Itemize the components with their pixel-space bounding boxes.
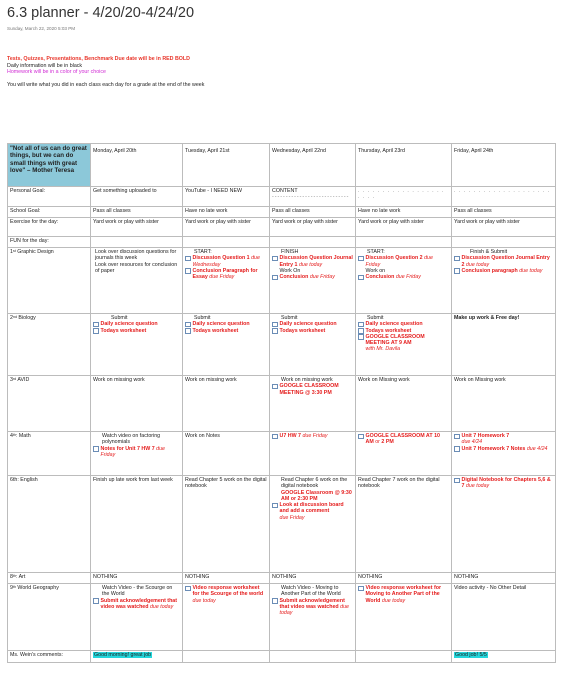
task-item[interactable]	[185, 255, 267, 268]
checkbox[interactable]	[358, 328, 364, 334]
comment-highlight: Good morning! great job	[94, 652, 152, 658]
checkbox[interactable]	[272, 503, 278, 509]
row-label	[8, 376, 91, 432]
checkbox[interactable]	[272, 275, 278, 281]
checkbox[interactable]	[93, 328, 99, 334]
day-header-wed: Wednesday, April 22nd	[270, 144, 356, 187]
task-text: Daily science question	[192, 321, 250, 328]
cell-text: Read Chapter 6 work on the digital notebook	[281, 477, 348, 490]
cell-heading: Submit	[367, 315, 384, 321]
task-due: due today	[297, 261, 323, 268]
cell-heading: FINISH	[281, 249, 299, 255]
period-number: 4	[10, 433, 13, 439]
cell-fri[interactable]: Work on Missing work	[452, 376, 556, 432]
checkbox[interactable]	[454, 256, 460, 262]
task-item[interactable]	[454, 433, 553, 446]
task-due: due Friday	[301, 433, 328, 439]
checkbox[interactable]	[272, 598, 278, 604]
day-header-thu: Thursday, April 23rd	[356, 144, 452, 187]
row-label	[8, 584, 91, 651]
cell-tue[interactable]: YouTube - I NEED NEW	[183, 187, 270, 207]
notes-instructions: You will write what you did in each class each day for a grade at the end of the week	[7, 81, 205, 88]
cell-mon[interactable]: Get something uploaded to	[91, 187, 183, 207]
row-label	[8, 573, 91, 584]
period-number: 9	[10, 585, 13, 591]
comment-highlight: Good job! 5/5	[455, 652, 487, 658]
task-text: Daily science question	[279, 321, 337, 328]
task-item[interactable]	[272, 274, 353, 280]
day-header-mon: Monday, April 20th	[91, 144, 183, 187]
planner-table	[7, 143, 556, 663]
dash-line: . . . . . . . . . . . . . . . . . . . . . .	[358, 188, 445, 201]
cell-thu[interactable]	[356, 314, 452, 376]
cell-wed[interactable]	[270, 476, 356, 573]
task-due: due today	[148, 603, 174, 610]
task-due: due today	[517, 267, 543, 274]
task-item[interactable]	[454, 446, 553, 452]
task-text: U7 HW 7	[279, 433, 301, 439]
checkbox[interactable]	[93, 598, 99, 604]
day-header-fri: Friday, April 24th	[452, 144, 556, 187]
cell-fri[interactable]	[452, 651, 556, 663]
task-item[interactable]	[272, 433, 353, 439]
cell-mon[interactable]	[91, 432, 183, 476]
task-text: GOOGLE CLASSROOM MEETING AT 9 AM	[365, 333, 425, 347]
task-text: Conclusion	[365, 274, 395, 281]
row-label	[8, 248, 91, 314]
cell-fri[interactable]: Pass all classes	[452, 207, 556, 218]
task-due: due 4/24	[525, 445, 548, 452]
exercise-row	[8, 218, 556, 237]
task-text: GOOGLE CLASSROOM MEETING @ 3:30 PM	[279, 383, 339, 396]
task-item[interactable]	[454, 268, 553, 274]
period-suffix: th	[12, 433, 16, 437]
task-item[interactable]	[358, 585, 449, 604]
period-suffix: th	[12, 585, 16, 589]
cell-thu[interactable]: NOTHING	[356, 573, 452, 584]
google-meeting-text: GOOGLE Classroom @ 9:30 AM or 2:30 PM	[281, 489, 352, 502]
task-text: Video response worksheet for Moving to Another Part of the World	[365, 585, 442, 604]
cell-tue[interactable]	[183, 314, 270, 376]
task-text: Unit 7 Homework 7	[461, 433, 510, 439]
cell-thu[interactable]	[356, 584, 452, 651]
task-item[interactable]	[358, 334, 449, 353]
task-item[interactable]	[272, 255, 353, 274]
task-text: Discussion Question 2	[365, 255, 423, 262]
checkbox[interactable]	[454, 434, 460, 440]
cell-wed[interactable]	[270, 376, 356, 432]
row-label: 6th: English	[8, 476, 91, 573]
cell-thu[interactable]	[356, 651, 452, 663]
class-name: : Art	[15, 574, 26, 580]
task-item[interactable]	[185, 328, 267, 334]
cell-mon[interactable]: Yard work or play with sister	[91, 218, 183, 237]
checkbox[interactable]	[454, 268, 460, 274]
cell-mon[interactable]: Finish up late work from last week	[91, 476, 183, 573]
class-name: AVID	[16, 377, 30, 383]
checkbox[interactable]	[272, 384, 278, 390]
task-or: or	[373, 439, 382, 446]
cell-text: Make up work & Free day!	[454, 315, 520, 321]
row-label: FUN for the day:	[8, 237, 91, 248]
task-due: due Wednesday	[192, 255, 260, 268]
cell-tue[interactable]	[183, 651, 270, 663]
school-goal-row	[8, 207, 556, 218]
cell-fri[interactable]	[452, 248, 556, 314]
cell-wed[interactable]	[270, 584, 356, 651]
task-due: due today	[464, 261, 490, 268]
avid-row	[8, 376, 556, 432]
cell-thu[interactable]	[356, 248, 452, 314]
task-text: Conclusion	[279, 274, 309, 281]
task-text: Look at discussion board and add a comment	[279, 502, 344, 515]
task-due: due Friday	[394, 274, 421, 281]
class-name: : Math	[15, 433, 31, 439]
cell-fri[interactable]	[452, 237, 556, 248]
checkbox[interactable]	[358, 334, 364, 340]
task-due: due today	[279, 603, 349, 617]
notes-block	[7, 56, 222, 88]
period-suffix: th	[12, 574, 16, 578]
period-number: 1	[10, 249, 13, 255]
period-suffix: st	[12, 249, 16, 253]
task-note: with Mr. Davila	[365, 346, 401, 353]
period-number: 8	[10, 574, 13, 580]
task-item[interactable]	[454, 255, 553, 268]
period-suffix: nd	[12, 315, 17, 319]
biology-row	[8, 314, 556, 376]
cell-fri[interactable]: Video activity - No Other Detail	[452, 584, 556, 651]
math-row	[8, 432, 556, 476]
cell-thu[interactable]: Yard work or play with sister	[356, 218, 452, 237]
checkbox[interactable]	[93, 446, 99, 452]
dash-line: ----------------------------	[272, 194, 350, 201]
checkbox[interactable]	[93, 322, 99, 328]
period-suffix: rd	[12, 377, 17, 381]
task-item[interactable]	[454, 477, 553, 490]
day-header-tue: Tuesday, April 21st	[183, 144, 270, 187]
cell-wed[interactable]	[270, 237, 356, 248]
task-text: Submit acknowledgement that video was watched	[279, 597, 345, 610]
checkbox[interactable]	[358, 434, 364, 440]
task-due: due Friday	[279, 514, 305, 521]
cell-mon[interactable]: Pass all classes	[91, 207, 183, 218]
task-text: Daily science question	[365, 321, 423, 328]
art-row	[8, 573, 556, 584]
cell-heading: Submit	[194, 315, 211, 321]
cell-wed[interactable]	[270, 432, 356, 476]
fun-row	[8, 237, 556, 248]
cell-thu[interactable]: Work on Missing work	[356, 376, 452, 432]
task-item[interactable]	[93, 446, 180, 459]
checkbox[interactable]	[185, 256, 191, 262]
class-name: World Geography	[15, 585, 59, 591]
cell-fri[interactable]	[452, 476, 556, 573]
checkbox[interactable]	[454, 446, 460, 452]
cell-thu[interactable]	[356, 237, 452, 248]
cell-fri[interactable]	[452, 187, 556, 207]
english-row	[8, 476, 556, 573]
task-due: due 4/24	[461, 439, 483, 446]
task-text: Daily science question	[100, 321, 158, 328]
row-label	[8, 314, 91, 376]
quote-cell: "Not all of us can do great things, but we can do small things with great love" – Mother Teresa	[8, 144, 91, 187]
cell-text: Watch video on factoring polynomials	[102, 433, 161, 446]
cell-tue[interactable]	[183, 248, 270, 314]
task-text: Todays worksheet	[100, 327, 147, 334]
cell-fri[interactable]	[452, 432, 556, 476]
period-number: 3	[10, 377, 13, 383]
checkbox[interactable]	[185, 586, 191, 592]
checkbox[interactable]	[358, 322, 364, 328]
cell-mon[interactable]: NOTHING	[91, 573, 183, 584]
task-item[interactable]	[358, 433, 449, 446]
task-item[interactable]	[358, 255, 449, 274]
cell-tue[interactable]: NOTHING	[183, 573, 270, 584]
checkbox[interactable]	[185, 322, 191, 328]
notes-homework-line: Homework will be in a color of your choice	[7, 69, 106, 76]
cell-tue[interactable]: Work on missing work	[183, 376, 270, 432]
task-due: due Friday	[365, 255, 433, 268]
cell-heading: START:	[194, 249, 212, 255]
cell-fri[interactable]: Yard work or play with sister	[452, 218, 556, 237]
task-item[interactable]	[93, 328, 180, 334]
cell-heading: Submit	[111, 315, 128, 321]
cell-text: Watch Video - the Scourge on the World	[102, 585, 173, 598]
cell-wed[interactable]	[270, 248, 356, 314]
task-text: Discussion Question Journal Entry 1	[279, 255, 353, 268]
cell-wed[interactable]: NOTHING	[270, 573, 356, 584]
cell-text: Watch Video - Moving to Another Part of the World	[281, 585, 341, 598]
class-name: Biology	[16, 315, 36, 321]
cell-mon[interactable]	[91, 237, 183, 248]
cell-text: Work on missing work	[281, 377, 333, 383]
row-label: School Goal:	[8, 207, 91, 218]
task-due: due today	[192, 597, 216, 604]
page-date: Sunday, March 22, 2020 5:03 PM	[7, 26, 76, 31]
cell-wed[interactable]	[270, 314, 356, 376]
checkbox[interactable]	[454, 478, 460, 484]
task-due: due today	[380, 597, 406, 604]
work-on-text: Work on	[365, 267, 386, 274]
work-on-text: Work On	[279, 267, 301, 274]
row-label	[8, 432, 91, 476]
checkbox[interactable]	[358, 256, 364, 262]
page-title: 6.3 planner - 4/20/20-4/24/20	[7, 5, 195, 21]
cell-thu[interactable]: Read Chapter 7 work on the digital notebook	[356, 476, 452, 573]
checkbox[interactable]	[358, 275, 364, 281]
cell-mon[interactable]	[91, 651, 183, 663]
checkbox[interactable]	[272, 322, 278, 328]
task-text: Notes for Unit 7 HW 7	[100, 445, 155, 452]
task-text: Unit 7 Homework 7 Notes	[461, 445, 526, 452]
cell-wed[interactable]: Yard work or play with sister	[270, 218, 356, 237]
row-label: Personal Goal:	[8, 187, 91, 207]
cell-tue[interactable]: Work on Notes	[183, 432, 270, 476]
cell-thu[interactable]	[356, 187, 452, 207]
task-item[interactable]	[358, 274, 449, 280]
period-number: 2	[10, 315, 13, 321]
cell-thu[interactable]	[356, 432, 452, 476]
task-text: Todays worksheet	[365, 327, 412, 334]
notes-red-line: Tests, Quizzes, Presentations, Benchmark Due date will be in RED BOLD	[7, 56, 190, 62]
task-text: Submit acknowledgement that video was watched	[100, 597, 178, 610]
row-label: Exercise for the day:	[8, 218, 91, 237]
task-item[interactable]	[272, 502, 353, 521]
cell-tue[interactable]	[183, 237, 270, 248]
task-text-alt: 2 PM	[381, 439, 394, 446]
task-text: Video response worksheet for the Scourge of the world	[192, 585, 264, 598]
task-text: Discussion Question 1	[192, 255, 250, 262]
checkbox[interactable]	[185, 328, 191, 334]
task-text: Discussion Question Journal Entry 2	[461, 255, 550, 268]
task-due: due Friday	[308, 274, 335, 281]
task-item[interactable]	[272, 598, 353, 617]
cell-tue[interactable]: Have no late work	[183, 207, 270, 218]
geography-row	[8, 584, 556, 651]
checkbox[interactable]	[272, 328, 278, 334]
cell-tue[interactable]: Yard work or play with sister	[183, 218, 270, 237]
cell-mon[interactable]: Work on missing work	[91, 376, 183, 432]
task-due: due today	[464, 483, 490, 490]
graphic-design-row	[8, 248, 556, 314]
task-text: Todays worksheet	[279, 327, 326, 334]
task-item[interactable]	[272, 328, 353, 334]
checkbox[interactable]	[185, 268, 191, 274]
task-text: Digital Notebook for Chapters 5,6 & 7	[461, 477, 551, 490]
cell-mon[interactable]	[91, 584, 183, 651]
checkbox[interactable]	[272, 256, 278, 262]
dash-line: . . . . . . . . . . . . . . . . . . . .	[454, 188, 551, 194]
comments-row	[8, 651, 556, 663]
cell-heading: START:	[367, 249, 385, 255]
header-row	[8, 144, 556, 187]
cell-heading: Finish & Submit	[470, 249, 508, 255]
task-due: due Friday	[100, 445, 165, 458]
task-item[interactable]	[272, 383, 353, 396]
cell-wed[interactable]	[270, 651, 356, 663]
task-text: Todays worksheet	[192, 327, 239, 334]
class-name: Graphic Design	[15, 249, 54, 255]
task-text: GOOGLE CLASSROOM AT 10 AM	[365, 433, 440, 446]
task-item[interactable]	[185, 585, 267, 604]
cell-tue[interactable]: Read Chapter 5 work on the digital notebook	[183, 476, 270, 573]
cell-text: CONTENT	[272, 188, 298, 194]
task-due: due Friday	[207, 274, 235, 281]
cell-fri[interactable]: NOTHING	[452, 573, 556, 584]
task-item[interactable]	[93, 598, 180, 611]
cell-wed[interactable]: Pass all classes	[270, 207, 356, 218]
task-text: Conclusion Paragraph for Essay	[192, 267, 258, 281]
cell-thu[interactable]: Have no late work	[356, 207, 452, 218]
cell-mon[interactable]	[91, 314, 183, 376]
cell-wed[interactable]	[270, 187, 356, 207]
task-item[interactable]	[185, 268, 267, 281]
checkbox[interactable]	[272, 434, 278, 440]
task-text: Conclusion paragraph	[461, 267, 518, 274]
row-label: Ms. Wein's comments:	[8, 651, 91, 663]
personal-goal-row	[8, 187, 556, 207]
cell-tue[interactable]	[183, 584, 270, 651]
notes-black-line: Daily information will be in black	[7, 62, 83, 69]
cell-fri[interactable]	[452, 314, 556, 376]
cell-mon[interactable]: Look over discussion questions for journals this week Look over resources for conclusion of paper	[91, 248, 183, 314]
checkbox[interactable]	[358, 586, 364, 592]
cell-heading: Submit	[281, 315, 298, 321]
